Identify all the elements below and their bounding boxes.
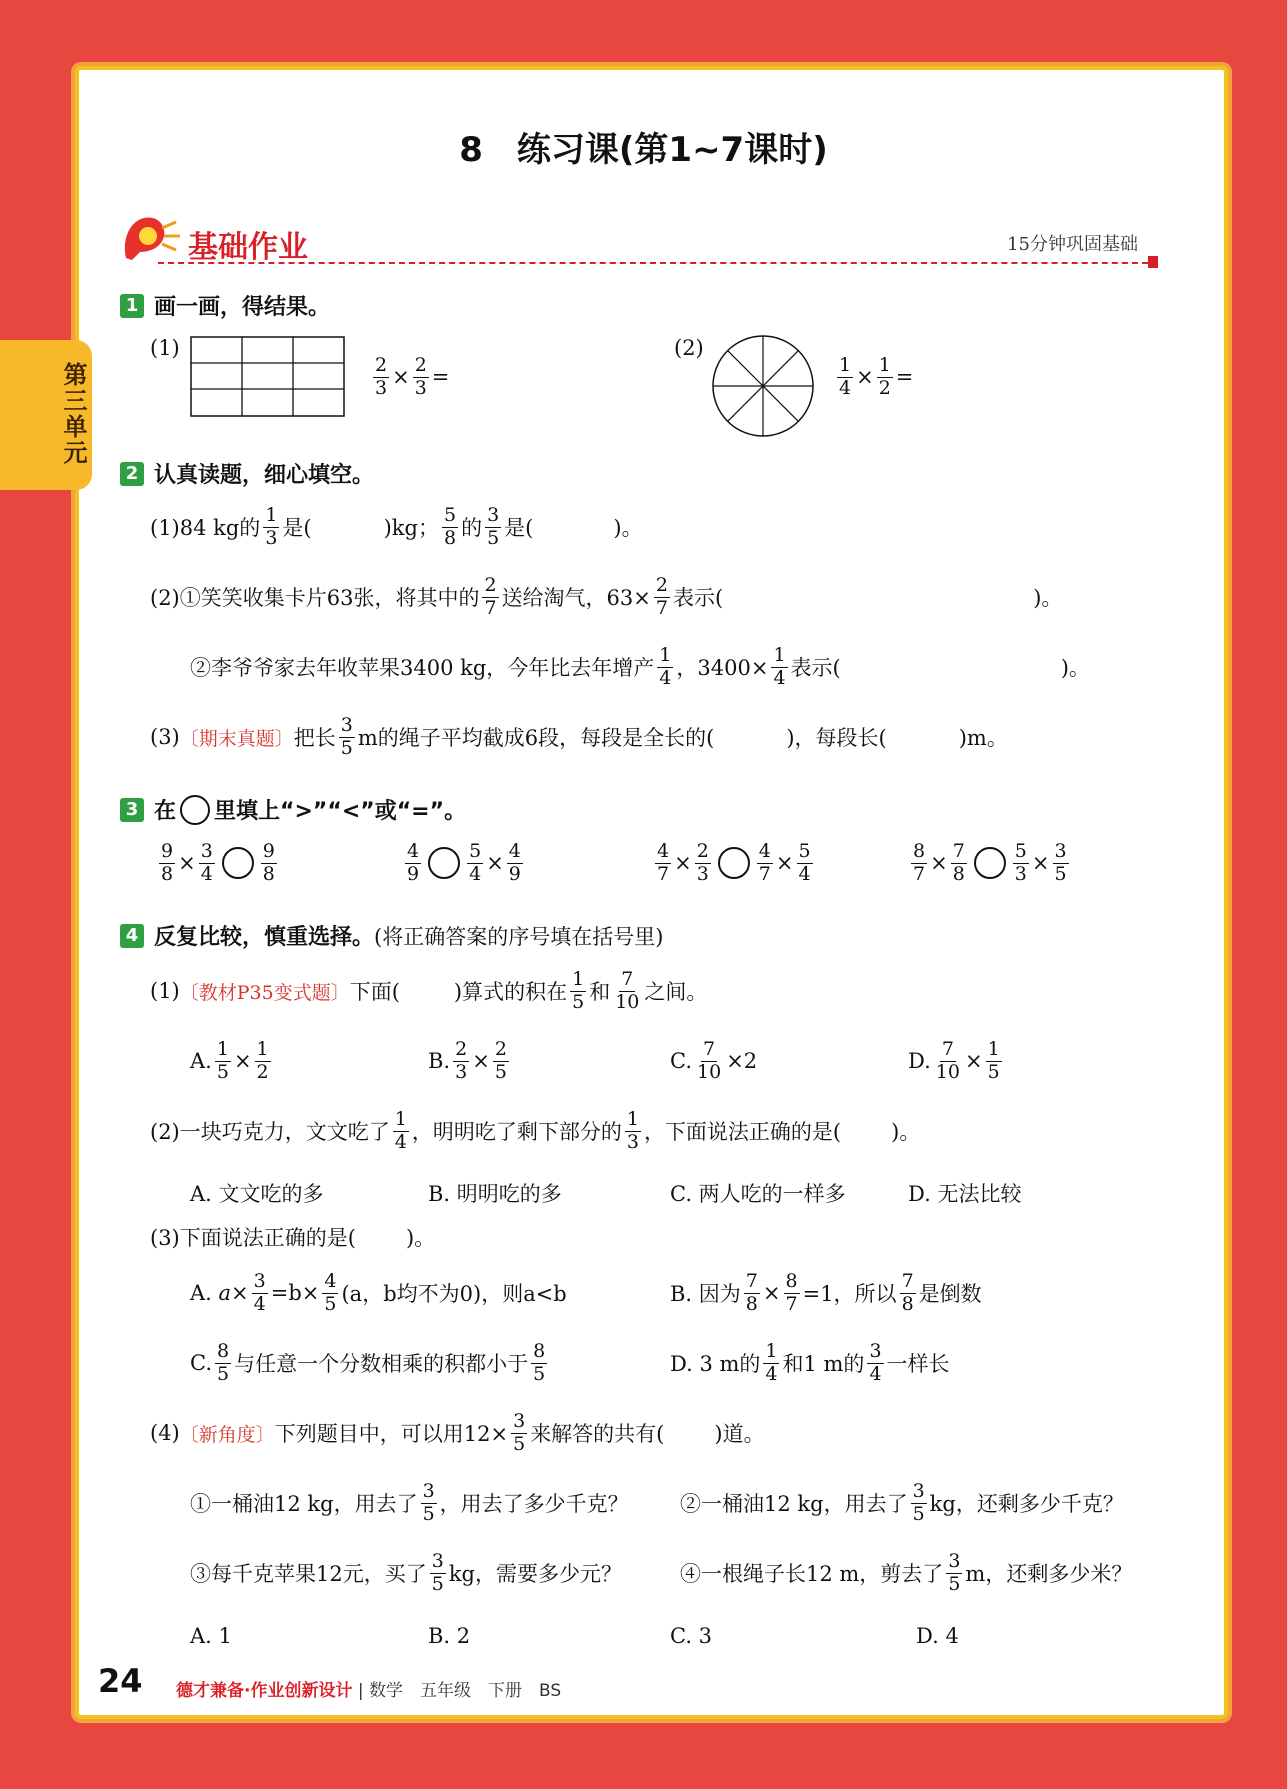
q4-s3-option-a[interactable]: A. a× $\frac{3}{4}$ =b× $\frac{4}{5}$ (a，b均不为0)，则a<b (190, 1270, 567, 1315)
unit-tab-label: 第三单元 (59, 362, 87, 466)
page-title: 8 练习课(第1~7课时) (459, 130, 828, 170)
fraction: $\frac{2}{3}$ (414, 354, 427, 399)
q1-heading (120, 290, 330, 321)
fraction: $\frac{5}{4}$ (469, 840, 482, 885)
q4-s2-option-b[interactable]: B. 明明吃的多 (428, 1182, 562, 1206)
fraction: $\frac{3}{5}$ (431, 1550, 444, 1595)
fraction: $\frac{3}{5}$ (340, 714, 353, 759)
q4-s1-option-b[interactable]: B. $\frac{2}{3}$ × $\frac{2}{5}$ (428, 1038, 507, 1083)
q3-item4: $\frac{8}{7}$ × $\frac{7}{8}$ $\frac{5}{3}$ × $\frac{3}{5}$ (913, 840, 1067, 885)
q4-number: 4 (120, 924, 144, 948)
fraction: $\frac{3}{5}$ (1054, 840, 1067, 885)
fraction: $\frac{7}{8}$ (745, 1270, 758, 1315)
fraction: $\frac{4}{7}$ (657, 840, 670, 885)
fraction: $\frac{3}{4}$ (253, 1270, 266, 1315)
tag-new-angle: 〔新角度〕 (179, 1423, 275, 1446)
q4-s2-option-c[interactable]: C. 两人吃的一样多 (670, 1182, 846, 1206)
q1-part2-expr: $\frac{1}{4}$ × $\frac{1}{2}$ = (839, 354, 914, 399)
fraction: $\frac{3}{5}$ (912, 1480, 925, 1525)
fraction: $\frac{1}{4}$ (394, 1108, 407, 1153)
fraction: $\frac{1}{5}$ (216, 1038, 229, 1083)
q1-part1-label: (1) (150, 336, 180, 360)
q4-s4-option-d[interactable]: D. 4 (916, 1624, 959, 1648)
fraction: $\frac{2}{3}$ (696, 840, 709, 885)
q4-s4-item3: ③每千克苹果12元，买了 $\frac{3}{5}$ kg，需要多少元？ (190, 1550, 622, 1595)
fraction: $\frac{3}{5}$ (513, 1410, 526, 1455)
q3-item3: $\frac{4}{7}$ × $\frac{2}{3}$ $\frac{4}{7}$ × $\frac{5}{4}$ (657, 840, 811, 885)
q4-s3-stem: (3)下面说法正确的是( )。 (150, 1226, 436, 1250)
footer-brand: 德才兼备·作业创新设计 (176, 1681, 353, 1701)
section-divider-end (1148, 256, 1158, 268)
fraction: $\frac{3}{4}$ (869, 1340, 882, 1385)
fraction: $\frac{5}{8}$ (443, 504, 457, 549)
q2-heading (120, 458, 374, 489)
compare-circle[interactable] (974, 847, 1006, 879)
q2-line3: ②李爷爷家去年收苹果3400 kg，今年比去年增产 $\frac{1}{4}$ ，3400× $\frac{1}{4}$ 表示( )。 (190, 644, 1090, 689)
q3-number: 3 (120, 798, 144, 822)
compare-circle[interactable] (428, 847, 460, 879)
q1-rect-grid (190, 336, 346, 418)
q4-title-note: (将正确答案的序号填在括号里) (374, 924, 664, 949)
megaphone-icon (118, 212, 182, 264)
fraction: $\frac{8}{5}$ (217, 1340, 230, 1385)
q4-s4-option-a[interactable]: A. 1 (190, 1624, 232, 1648)
q1-part2-label: (2) (674, 336, 704, 360)
fraction: $\frac{8}{7}$ (913, 840, 926, 885)
q2-line4: (3) 〔期末真题〕 把长 $\frac{3}{5}$ m的绳子平均截成6段，每段是全长的( )，每段长( )m。 (150, 714, 1008, 759)
fraction: $\frac{1}{3}$ (265, 504, 278, 549)
fraction: $\frac{7}{8}$ (952, 840, 965, 885)
page-number: 24 (98, 1662, 143, 1700)
q3-heading: 3 在 里填上“>”“<”或“=”。 (120, 794, 466, 825)
fraction: $\frac{4}{5}$ (324, 1270, 337, 1315)
tag-exam: 〔期末真题〕 (179, 727, 294, 750)
q4-s4-item4: ④一根绳子长12 m，剪去了 $\frac{3}{5}$ m，还剩多少米？ (680, 1550, 1133, 1595)
q1-circle-diagram (711, 334, 815, 438)
fraction: $\frac{4}{9}$ (407, 840, 420, 885)
compare-circle[interactable] (222, 847, 254, 879)
fraction: $\frac{1}{4}$ (773, 644, 786, 689)
q1-title: 画一画，得结果。 (154, 295, 331, 320)
q4-s1-stem: (1) 〔教材P35变式题〕 下面( )算式的积在 $\frac{1}{5}$ 和 $\frac{7}{10}$ 之间。 (150, 968, 708, 1013)
q4-s3-option-d[interactable]: D. 3 m的 $\frac{1}{4}$ 和1 m的 $\frac{3}{4}$ 一样长 (670, 1340, 950, 1385)
q1-number: 1 (120, 294, 144, 318)
section-header (118, 212, 1158, 272)
compare-circle-icon (180, 795, 210, 825)
fraction: $\frac{8}{7}$ (785, 1270, 798, 1315)
fraction: $\frac{2}{7}$ (655, 574, 668, 619)
fraction: $\frac{3}{5}$ (487, 504, 500, 549)
section-name: 基础作业 (188, 230, 308, 265)
fraction: $\frac{1}{4}$ (765, 1340, 778, 1385)
fraction: $\frac{2}{3}$ (375, 354, 388, 399)
fraction: $\frac{2}{7}$ (484, 574, 497, 619)
fraction: $\frac{7}{10}$ (935, 1038, 960, 1083)
footer-text (176, 1676, 561, 1701)
section-subtitle: 15分钟巩固基础 (1007, 234, 1138, 255)
fraction: $\frac{7}{8}$ (901, 1270, 914, 1315)
fraction: $\frac{2}{5}$ (494, 1038, 507, 1083)
fraction: $\frac{9}{8}$ (262, 840, 275, 885)
fraction: $\frac{1}{5}$ (572, 968, 585, 1013)
fraction: $\frac{1}{3}$ (626, 1108, 639, 1153)
q4-s4-item2: ②一桶油12 kg，用去了 $\frac{3}{5}$ kg，还剩多少千克？ (680, 1480, 1124, 1525)
q2-title: 认真读题，细心填空。 (154, 463, 375, 488)
fraction: $\frac{1}{5}$ (987, 1038, 1000, 1083)
q4-s1-option-d[interactable]: D. $\frac{7}{10}$ × $\frac{1}{5}$ (908, 1038, 1000, 1083)
q2-number: 2 (120, 462, 144, 486)
fraction: $\frac{1}{2}$ (878, 354, 891, 399)
unit-side-tab (0, 340, 92, 490)
fraction: $\frac{3}{5}$ (948, 1550, 961, 1595)
q4-s3-option-c[interactable]: C. $\frac{8}{5}$ 与任意一个分数相乘的积都小于 $\frac{8}{5}$ (190, 1340, 546, 1385)
fraction: $\frac{4}{7}$ (758, 840, 771, 885)
q4-s2-option-d[interactable]: D. 无法比较 (908, 1182, 1022, 1206)
q3-item1: $\frac{9}{8}$ × $\frac{3}{4}$ $\frac{9}{8}$ (161, 840, 275, 885)
fraction: $\frac{9}{8}$ (161, 840, 174, 885)
q4-heading (120, 920, 663, 951)
fraction: $\frac{3}{4}$ (200, 840, 213, 885)
fraction: $\frac{2}{3}$ (455, 1038, 468, 1083)
fraction: $\frac{5}{3}$ (1014, 840, 1027, 885)
fraction: $\frac{7}{10}$ (615, 968, 640, 1013)
fraction: $\frac{5}{4}$ (798, 840, 811, 885)
q4-s4-option-c[interactable]: C. 3 (670, 1624, 713, 1648)
q1-part1-expr: $\frac{2}{3}$ × $\frac{2}{3}$ = (375, 354, 450, 399)
fraction: $\frac{3}{5}$ (422, 1480, 435, 1525)
q4-s4-option-b[interactable]: B. 2 (428, 1624, 471, 1648)
q4-s1-option-a[interactable]: A. $\frac{1}{5}$ × $\frac{1}{2}$ (190, 1038, 269, 1083)
q2-line2: (2)①笑笑收集卡片63张，将其中的 $\frac{2}{7}$ 送给淘气，63× $\frac{2}{7}$ 表示( )。 (150, 574, 1063, 619)
fraction: $\frac{7}{10}$ (697, 1038, 722, 1083)
q4-title: 反复比较，慎重选择。 (154, 925, 375, 950)
fraction: $\frac{1}{4}$ (839, 354, 852, 399)
fraction: $\frac{1}{4}$ (659, 644, 672, 689)
q4-s3-option-b[interactable]: B. 因为 $\frac{7}{8}$ × $\frac{8}{7}$ =1，所以 $\frac{7}{8}$ 是倒数 (670, 1270, 982, 1315)
q4-s1-option-c[interactable]: C. $\frac{7}{10}$ ×2 (670, 1038, 758, 1083)
compare-circle[interactable] (718, 847, 750, 879)
footer-book-info: | 数学 五年级 下册 BS (357, 1681, 562, 1701)
q4-s2-stem: (2)一块巧克力，文文吃了 $\frac{1}{4}$ ，明明吃了剩下部分的 $\frac{1}{3}$ ，下面说法正确的是( )。 (150, 1108, 921, 1153)
q4-s4-item1: ①一桶油12 kg，用去了 $\frac{3}{5}$ ，用去了多少千克？ (190, 1480, 629, 1525)
fraction: $\frac{1}{2}$ (256, 1038, 269, 1083)
q3-item2: $\frac{4}{9}$ $\frac{5}{4}$ × $\frac{4}{9}$ (407, 840, 521, 885)
q4-s4-stem: (4) 〔新角度〕 下列题目中，可以用12× $\frac{3}{5}$ 来解答的共有( )道。 (150, 1410, 765, 1455)
fraction: $\frac{8}{5}$ (533, 1340, 546, 1385)
fraction: $\frac{4}{9}$ (508, 840, 521, 885)
section-divider (158, 262, 1158, 264)
q2-line1: (1)84 kg的 $\frac{1}{3}$ 是( )kg； $\frac{5}{8}$ 的 $\frac{3}{5}$ 是( )。 (150, 504, 643, 549)
tag-textbook: 〔教材P35变式题〕 (179, 981, 350, 1004)
q4-s2-option-a[interactable]: A. 文文吃的多 (190, 1182, 324, 1206)
